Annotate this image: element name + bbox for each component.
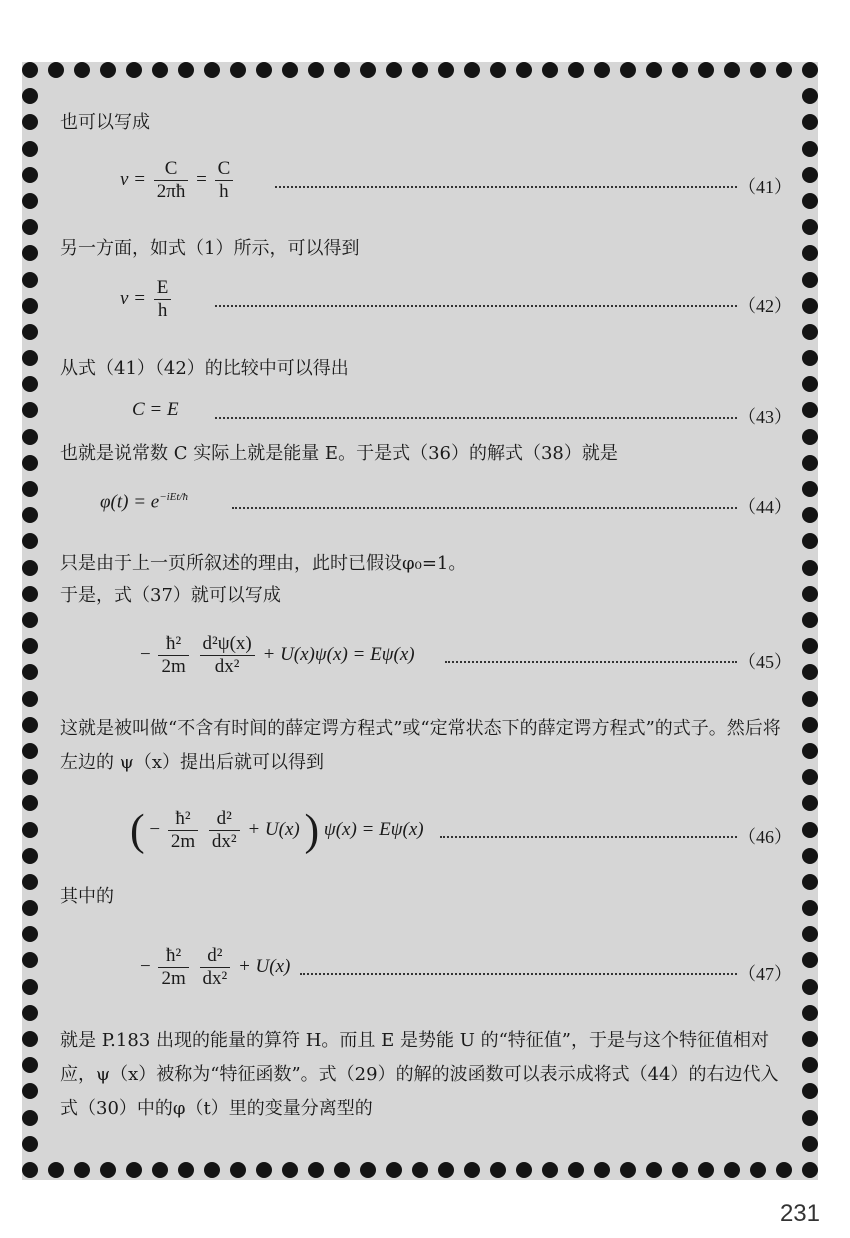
formula-46: ( − $\frac{\text{ħ²}}{2m}$ $\frac{\text{d²}}{\text{dx²}}$ + U(x) ) ψ(x) = Eψ(x) — [130, 805, 424, 855]
fraction: $\frac{\text{d²}}{\text{dx²}}$ — [209, 808, 240, 853]
paragraph-4: 也就是说常数 C 实际上就是能量 E。于是式（36）的解式（38）就是 — [60, 443, 618, 464]
equation-41 — [0, 158, 850, 218]
equation-number: （47） — [738, 964, 792, 984]
formula-47: − $\frac{\text{ħ²}}{2m}$ $\frac{\text{d²}}{\text{dx²}}$ + U(x) — [140, 945, 291, 989]
fraction: $\frac{\text{ħ²}}{2m}$ — [158, 633, 188, 678]
equation-42 — [0, 277, 850, 337]
equation-number: （45） — [738, 652, 792, 672]
paragraph-3: 从式（41）（42）的比较中可以得出 — [60, 358, 349, 379]
fraction: $\frac{\text{ħ²}}{2m}$ — [168, 808, 198, 853]
formula-43: C = E — [132, 399, 179, 420]
paragraph-2: 另一方面，如式（1）所示，可以得到 — [60, 238, 360, 259]
equation-45 — [0, 633, 850, 693]
equation-44 — [0, 485, 850, 545]
formula-42: ν = $\frac{E}{h}$ — [120, 277, 174, 322]
fraction: $\frac{\text{d²}}{\text{dx²}}$ — [200, 945, 231, 990]
equation-46 — [0, 805, 850, 868]
formula-41: ν = $\frac{C}{2\pi ħ}$ = $\frac{C}{h}$ — [120, 158, 236, 203]
dot-leader — [275, 186, 737, 188]
fraction: $\frac{C}{h}$ — [215, 158, 234, 203]
dot-leader — [215, 417, 737, 419]
paragraph-9: 就是 P.183 出现的能量的算符 H。而且 E 是势能 U 的“特征值”，于是与这个特征值相对应，ψ（x）被称为“特征函数”。式（29）的解的波函数可以表示成将式（44）的右边代入式（30）中的φ（t）里的变量分离型的 — [60, 1030, 779, 1119]
equation-number: （44） — [738, 497, 792, 517]
dot-leader — [445, 661, 737, 663]
dot-leader — [440, 836, 737, 838]
dot-leader — [300, 973, 737, 975]
paragraph-1: 也可以写成 — [60, 112, 150, 133]
paragraph-7: 这就是被叫做“不含有时间的薛定谔方程式”或“定常状态下的薛定谔方程式”的式子。然后将左边的 ψ（x）提出后就可以得到 — [60, 718, 781, 773]
paragraph-8: 其中的 — [60, 886, 114, 907]
fraction: $\frac{\text{d²ψ(x)}}{\text{dx²}}$ — [200, 633, 255, 678]
equation-47 — [0, 945, 850, 1005]
fraction: $\frac{C}{2\pi ħ}$ — [154, 158, 189, 203]
fraction: $\frac{\text{ħ²}}{2m}$ — [158, 945, 188, 990]
fraction: $\frac{E}{h}$ — [154, 277, 172, 322]
formula-45: − $\frac{\text{ħ²}}{2m}$ $\frac{\text{d²ψ(x)}}{\text{dx²}}$ + U(x)ψ(x) = Eψ(x) — [140, 633, 415, 677]
paragraph-5: 只是由于上一页所叙述的理由，此时已假设φ₀=1。 — [60, 553, 467, 574]
page-number: 231 — [779, 1200, 820, 1227]
formula-44: $\varphi(t) = e^{-iEt/ħ}$ — [100, 491, 189, 513]
paragraph-6: 于是，式（37）就可以写成 — [60, 585, 281, 606]
equation-number: （46） — [738, 827, 792, 847]
equation-number: （43） — [738, 407, 792, 427]
dot-leader — [232, 507, 737, 509]
equation-number: （42） — [738, 296, 792, 316]
equation-number: （41） — [738, 177, 792, 197]
dot-leader — [215, 305, 737, 307]
